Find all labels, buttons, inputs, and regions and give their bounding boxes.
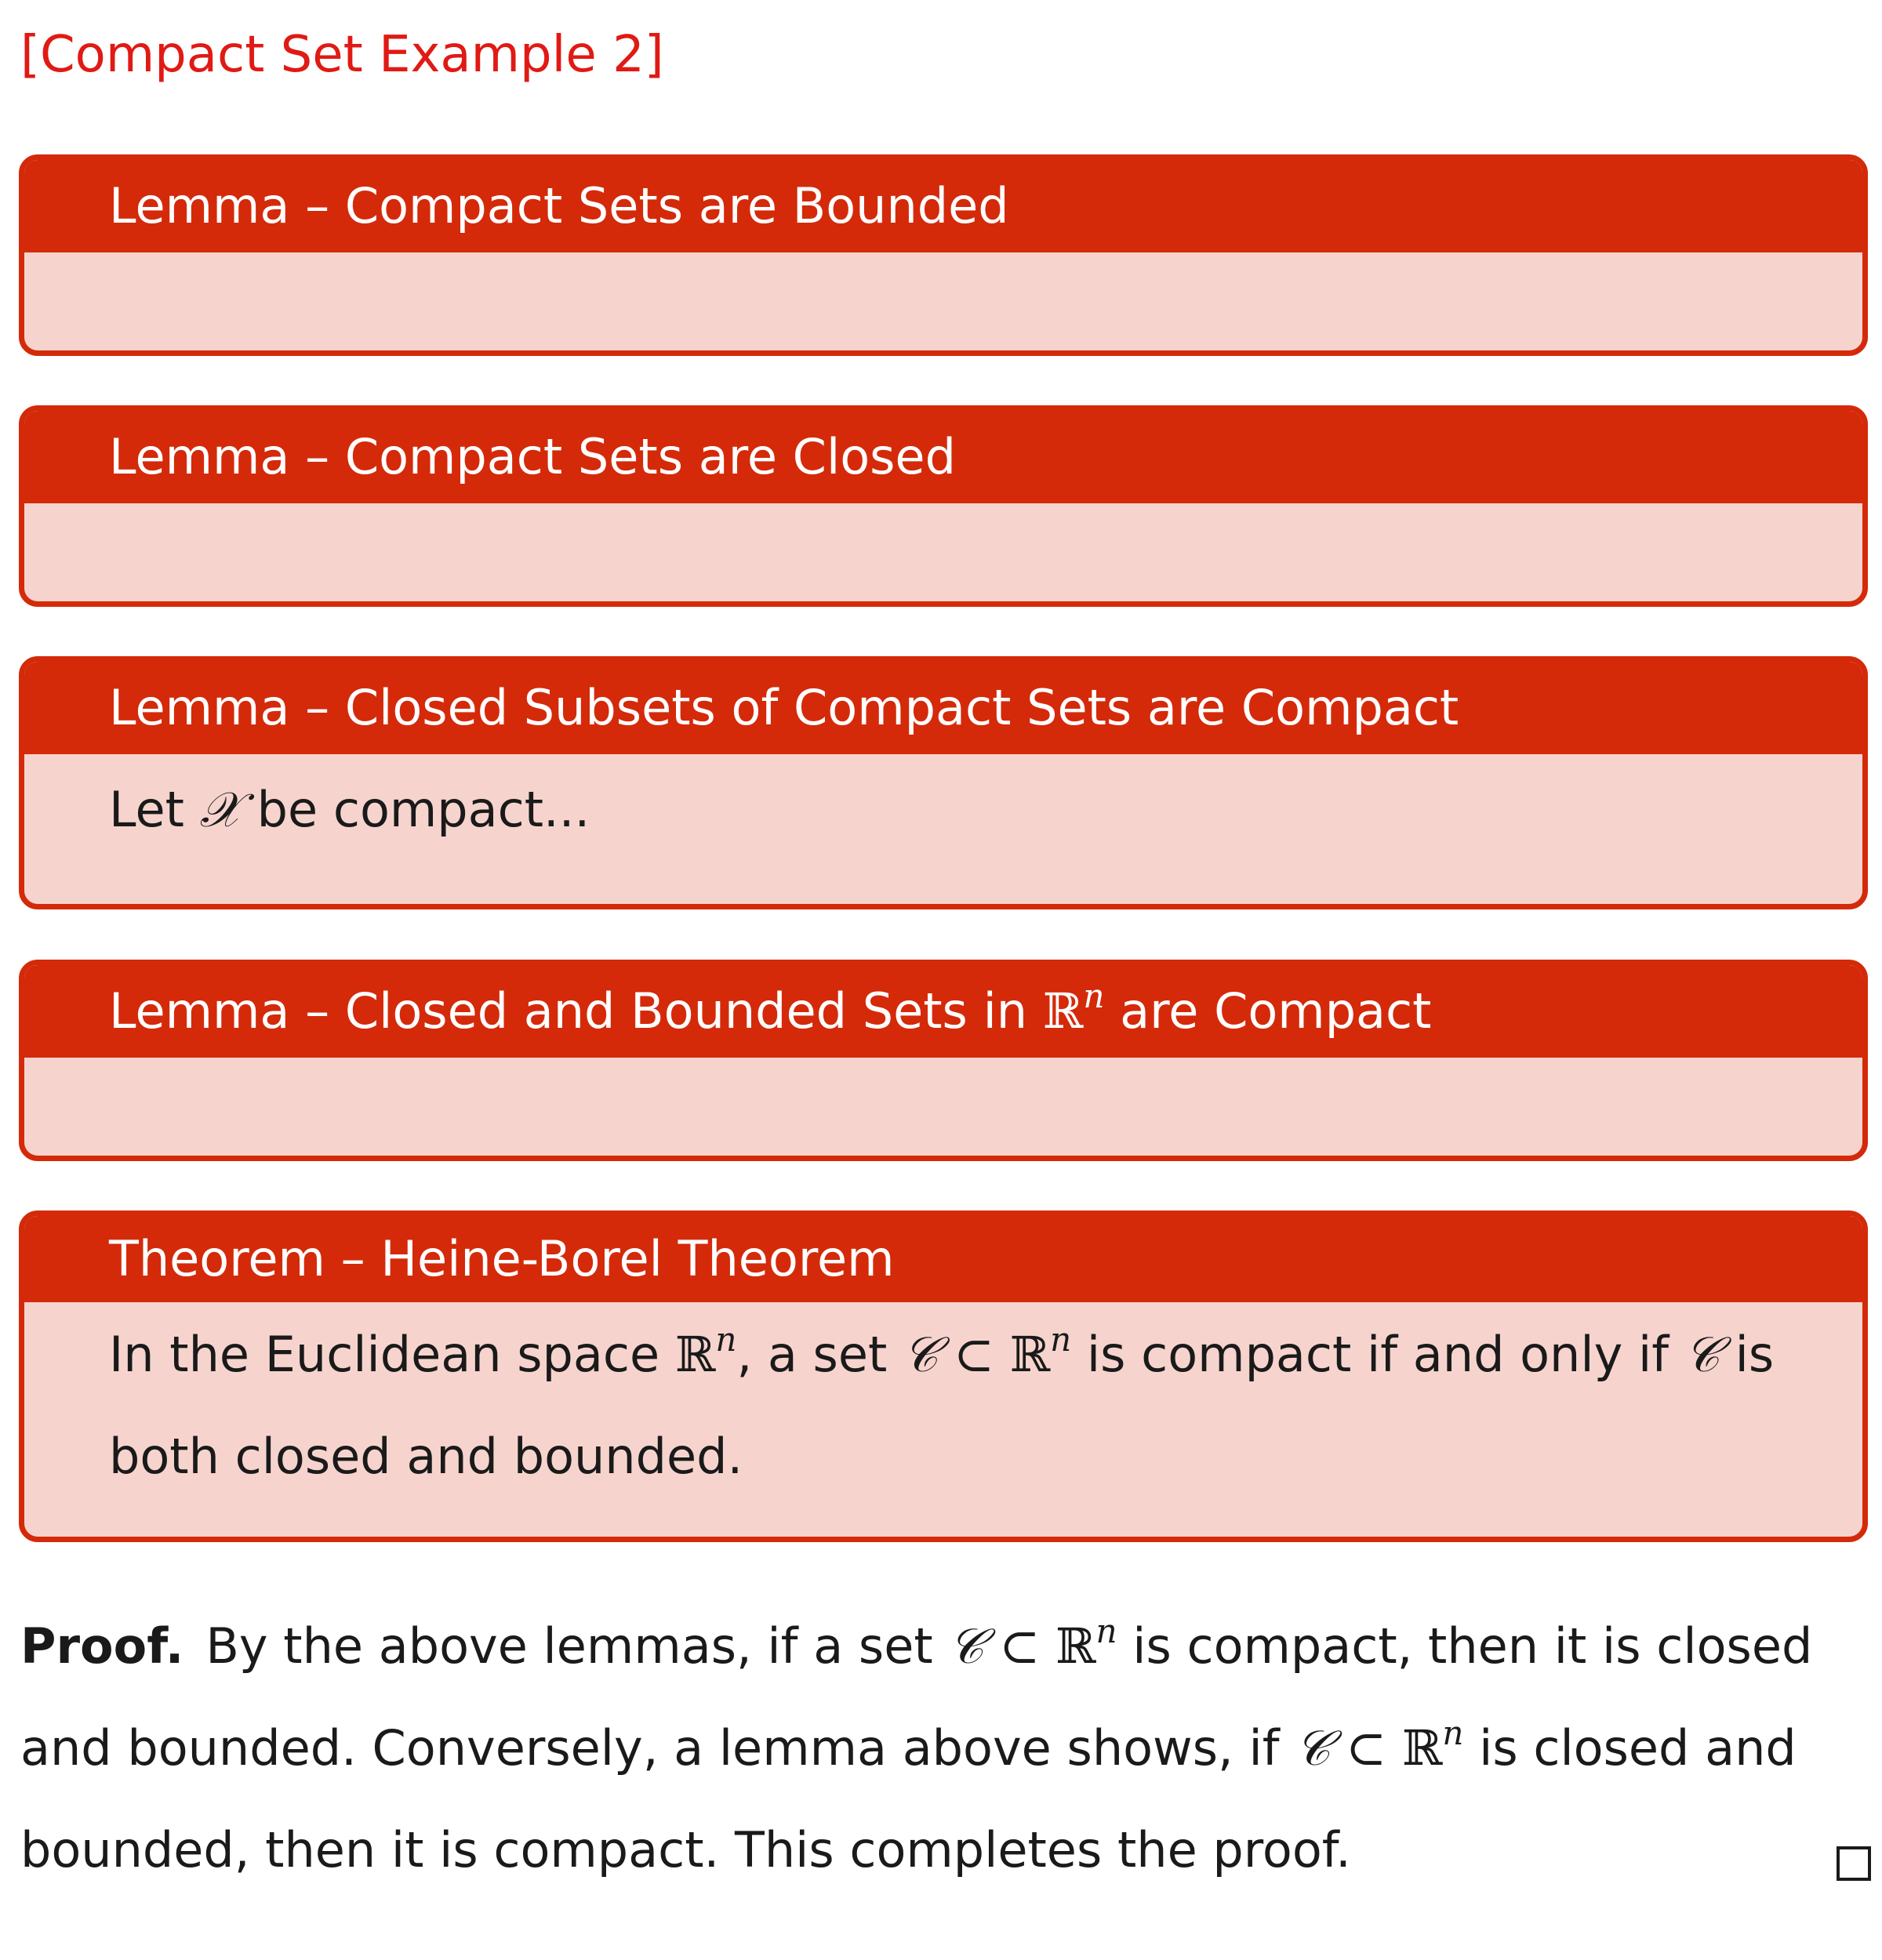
math-superscript: n [1095,1612,1117,1650]
math-superscript: n [1050,1320,1072,1359]
lemma-box-bounded [19,154,1868,356]
box-kind: Lemma [109,679,290,736]
box-kind: Lemma [109,982,290,1040]
math-subset: ⊂ [983,1617,1055,1675]
math-symbol-reals: ℝ [674,1326,716,1383]
box-header [24,1216,1862,1302]
box-body [24,754,1862,861]
box-title: Closed and Bounded Sets in [344,982,1043,1040]
box-title: Heine-Borel Theorem [380,1230,895,1287]
box-header [24,965,1862,1058]
box-title: Compact Sets are Closed [344,428,956,485]
body-text: Let [109,781,200,838]
box-title: Closed Subsets of Compact Sets are Compact [344,679,1459,736]
box-kind: Theorem [109,1230,325,1287]
body-text: be compact... [241,781,590,838]
body-text: is compact if and only if [1071,1326,1684,1383]
math-superscript: n [715,1320,737,1359]
body-text: , a set [736,1326,903,1383]
math-symbol-x: 𝒳 [199,781,242,838]
math-superscript: n [1442,1714,1464,1752]
math-symbol-c: 𝒞 [1295,1719,1331,1777]
box-separator: – [325,1230,381,1287]
lemma-box-closed [19,405,1868,607]
box-kind: Lemma [109,177,290,234]
box-body [24,1302,1862,1508]
box-separator: – [289,679,345,736]
proof-paragraph [20,1595,1871,1901]
box-title: Compact Sets are Bounded [344,177,1009,234]
box-title: are Compact [1104,982,1432,1040]
math-symbol-reals: ℝ [1401,1719,1443,1777]
math-subset: ⊂ [938,1326,1010,1383]
math-superscript: n [1083,977,1105,1015]
box-header [24,160,1862,252]
proof-label: Proof. [20,1617,184,1675]
box-separator: – [289,428,345,485]
theorem-box-heine-borel [19,1210,1868,1542]
body-text: In the Euclidean space [109,1326,675,1383]
math-symbol-reals: ℝ [1009,1326,1051,1383]
qed-square-icon [1837,1846,1871,1881]
lemma-box-closed-bounded-rn [19,960,1868,1161]
box-separator: – [289,177,345,234]
math-symbol-c: 𝒞 [1684,1326,1720,1383]
math-symbol-c: 𝒞 [948,1617,984,1675]
proof-text: is compact, then it is closed and bounded. Conversely, a lemma above shows, if [20,1617,1813,1777]
body-text: is both closed and bounded. [109,1326,1775,1485]
lemma-box-closed-subsets [19,656,1868,909]
proof-text: By the above lemmas, if a set [205,1617,949,1675]
math-symbol-reals: ℝ [1055,1617,1096,1675]
math-symbol-reals: ℝ [1042,982,1084,1040]
math-subset: ⊂ [1330,1719,1402,1777]
box-separator: – [289,982,345,1040]
box-kind: Lemma [109,428,290,485]
proof-text: is closed and bounded, then it is compact. This completes the proof. [20,1719,1797,1878]
page-title: [Compact Set Example 2] [20,26,664,84]
box-header [24,411,1862,503]
box-header [24,662,1862,754]
math-symbol-c: 𝒞 [903,1326,939,1383]
